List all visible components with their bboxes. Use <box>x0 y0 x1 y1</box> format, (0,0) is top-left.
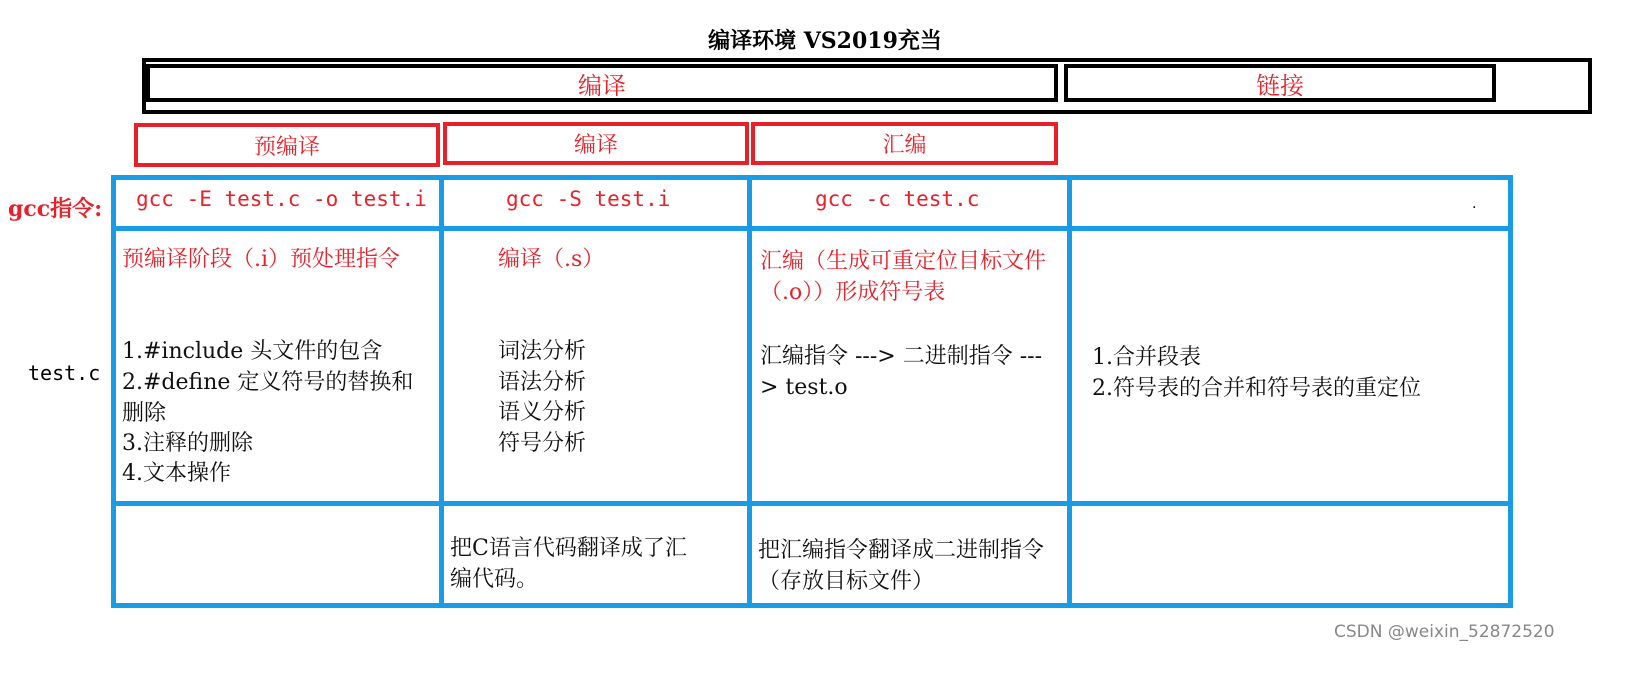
grid-divider <box>111 226 1513 231</box>
gcc-row-label: gcc指令: <box>8 196 103 222</box>
preprocess-item: 2.#define 定义符号的替换和删除 <box>122 370 414 426</box>
assemble-heading: 汇编（生成可重定位目标文件（.o））形成符号表 <box>760 249 1047 305</box>
link-item: 2.符号表的合并和符号表的重定位 <box>1092 376 1421 401</box>
command-preprocess: gcc -E test.c -o test.i <box>136 187 427 211</box>
compile-item: 词法分析 <box>498 339 587 364</box>
source-file-label: test.c <box>28 361 101 385</box>
preprocess-heading: 预编译阶段（.i）预处理指令 <box>122 247 401 272</box>
stage-assemble: 汇编 <box>751 122 1058 165</box>
preprocess-item: 3.注释的删除 <box>122 431 253 456</box>
stage-compile: 编译 <box>443 122 749 165</box>
compile-note: 把C语言代码翻译成了汇编代码。 <box>450 536 687 592</box>
link-dot: . <box>1472 196 1477 212</box>
assemble-note: 把汇编指令翻译成二进制指令（存放目标文件） <box>758 538 1045 594</box>
command-compile: gcc -S test.i <box>506 187 671 211</box>
compile-item: 语义分析 <box>498 400 587 425</box>
compile-item: 语法分析 <box>498 370 587 395</box>
phase-compile: 编译 <box>146 64 1058 102</box>
stage-preprocess: 预编译 <box>134 123 440 167</box>
compile-item: 符号分析 <box>498 431 587 456</box>
link-item: 1.合并段表 <box>1092 345 1201 370</box>
command-assemble: gcc -c test.c <box>815 187 980 211</box>
grid-divider <box>1067 175 1072 608</box>
grid-divider <box>439 175 444 608</box>
preprocess-item: 4.文本操作 <box>122 461 231 486</box>
assemble-body: 汇编指令 ---> 二进制指令 ---> test.o <box>760 344 1043 400</box>
phase-link: 链接 <box>1064 64 1496 102</box>
watermark: CSDN @weixin_52872520 <box>1334 622 1555 642</box>
grid-divider <box>111 501 1513 506</box>
preprocess-item: 1.#include 头文件的包含 <box>122 339 383 364</box>
diagram-title: 编译环境 VS2019充当 <box>708 28 942 54</box>
compile-heading: 编译（.s） <box>498 247 605 272</box>
grid-divider <box>747 175 752 608</box>
